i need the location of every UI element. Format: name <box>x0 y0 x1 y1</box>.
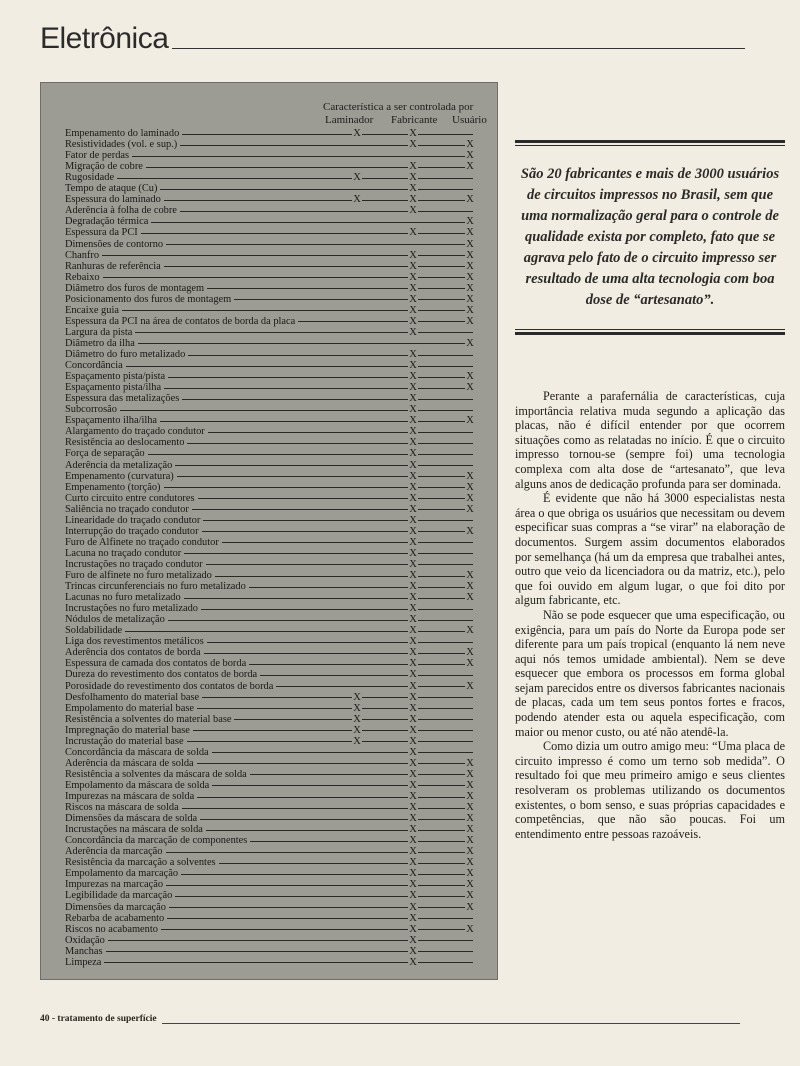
row-label: Saliência no traçado condutor <box>65 504 192 515</box>
mark-usuario: X <box>466 238 474 250</box>
quote-top-rule <box>515 140 785 143</box>
table-row <box>41 902 499 913</box>
table-row <box>41 183 499 194</box>
row-label: Concordância <box>65 360 126 371</box>
row-label: Aderência dos contatos de borda <box>65 647 204 658</box>
table-row <box>41 194 499 205</box>
mark-usuario: X <box>466 658 474 670</box>
right-column <box>515 140 785 841</box>
row-label: Espaçamento pista/ilha <box>65 382 164 393</box>
row-label: Subcorrosão <box>65 404 120 415</box>
table-row <box>41 714 499 725</box>
table-row <box>41 647 499 658</box>
table-row <box>41 957 499 968</box>
mark-fabricante: X <box>409 835 417 847</box>
mark-laminador: X <box>353 691 361 703</box>
table-row <box>41 946 499 957</box>
row-label: Empolamento da máscara de solda <box>65 780 212 791</box>
table-row <box>41 736 499 747</box>
row-label: Migração de cobre <box>65 161 146 172</box>
mark-fabricante: X <box>409 857 417 869</box>
mark-usuario: X <box>466 282 474 294</box>
row-label: Dimensões da marcação <box>65 902 169 913</box>
mark-fabricante: X <box>409 426 417 438</box>
mark-laminador: X <box>353 713 361 725</box>
mark-usuario: X <box>466 194 474 206</box>
section-title: Eletrônica <box>40 22 169 55</box>
row-label: Dureza do revestimento dos contatos de borda <box>65 669 260 680</box>
mark-fabricante: X <box>409 271 417 283</box>
mark-fabricante: X <box>409 757 417 769</box>
mark-fabricante: X <box>409 603 417 615</box>
mark-usuario: X <box>466 879 474 891</box>
row-label: Trincas circunferenciais no furo metalizado <box>65 581 249 592</box>
mark-fabricante: X <box>409 625 417 637</box>
row-label: Diâmetro da ilha <box>65 338 138 349</box>
row-label: Lacunas no furo metalizado <box>65 592 184 603</box>
table-row <box>41 415 499 426</box>
table-row <box>41 603 499 614</box>
row-label: Rebarba de acabamento <box>65 913 167 924</box>
mark-usuario: X <box>466 868 474 880</box>
row-label: Chanfro <box>65 250 102 261</box>
table-row <box>41 250 499 261</box>
mark-fabricante: X <box>409 846 417 858</box>
table-row <box>41 769 499 780</box>
table-row <box>41 327 499 338</box>
row-label: Degradação térmica <box>65 216 151 227</box>
mark-usuario: X <box>466 304 474 316</box>
row-label: Espessura do laminado <box>65 194 164 205</box>
mark-fabricante: X <box>409 879 417 891</box>
mark-laminador: X <box>353 724 361 736</box>
row-label: Riscos na máscara de solda <box>65 802 182 813</box>
row-label: Oxidação <box>65 935 108 946</box>
mark-usuario: X <box>466 890 474 902</box>
row-label: Rebaixo <box>65 272 103 283</box>
table-row <box>41 890 499 901</box>
table-row <box>41 658 499 669</box>
row-label: Força de separação <box>65 448 148 459</box>
table-header-fabricante: Fabricante <box>391 114 438 126</box>
mark-fabricante: X <box>409 315 417 327</box>
mark-usuario: X <box>466 791 474 802</box>
mark-laminador: X <box>353 194 361 206</box>
row-label: Encaixe guia <box>65 305 122 316</box>
table-row <box>41 835 499 846</box>
table-row <box>41 471 499 482</box>
row-label: Furo de alfinete no furo metalizado <box>65 570 215 581</box>
paragraph: É evidente que não há 3000 especialistas nesta área o que obriga os usuários que necessitam ou devem especificar suas compras a “se virar” na elaboração de documentos. Surgem assim documentos elaborados por semelhança (há um da empresa que trabalhei antes, outro que veio da licenciadora ou da matriz, etc.), pelo que foi ouvido em algum lugar, o que foi dito por algum fabricante, etc. <box>515 491 785 608</box>
table-row <box>41 393 499 404</box>
mark-usuario: X <box>466 492 474 504</box>
table-row <box>41 227 499 238</box>
mark-fabricante: X <box>409 658 417 670</box>
row-label: Largura da pista <box>65 327 135 338</box>
table-row <box>41 548 499 559</box>
row-label: Impurezas na marcação <box>65 879 166 890</box>
row-label: Impurezas na máscara de solda <box>65 791 197 802</box>
table-row <box>41 868 499 879</box>
mark-usuario: X <box>466 846 474 858</box>
mark-fabricante: X <box>409 393 417 405</box>
table-row <box>41 437 499 448</box>
mark-fabricante: X <box>409 702 417 714</box>
row-label: Linearidade do traçado condutor <box>65 515 203 526</box>
row-label: Resistência ao deslocamento <box>65 437 187 448</box>
table-row <box>41 239 499 250</box>
row-label: Manchas <box>65 946 106 957</box>
row-label: Diâmetro dos furos de montagem <box>65 283 207 294</box>
table-row <box>41 371 499 382</box>
row-label: Aderência da metalização <box>65 460 175 471</box>
mark-fabricante: X <box>409 735 417 747</box>
table-row <box>41 382 499 393</box>
mark-laminador: X <box>353 735 361 747</box>
mark-fabricante: X <box>409 161 417 173</box>
table-row <box>41 614 499 625</box>
table-row <box>41 404 499 415</box>
mark-fabricante: X <box>409 282 417 294</box>
table-header-usuario: Usuário <box>452 114 487 126</box>
row-label: Impregnação do material base <box>65 725 193 736</box>
mark-fabricante: X <box>409 868 417 880</box>
mark-fabricante: X <box>409 614 417 626</box>
mark-fabricante: X <box>409 304 417 316</box>
mark-usuario: X <box>466 581 474 593</box>
row-label: Alargamento do traçado condutor <box>65 426 208 437</box>
table-row <box>41 305 499 316</box>
mark-fabricante: X <box>409 349 417 360</box>
mark-fabricante: X <box>409 824 417 836</box>
mark-fabricante: X <box>409 636 417 648</box>
row-label: Empenamento do laminado <box>65 128 182 139</box>
mark-fabricante: X <box>409 470 417 482</box>
mark-usuario: X <box>466 382 474 394</box>
table-row <box>41 669 499 680</box>
table-row <box>41 216 499 227</box>
mark-fabricante: X <box>409 227 417 239</box>
mark-fabricante: X <box>409 746 417 758</box>
table-row <box>41 150 499 161</box>
row-label: Riscos no acabamento <box>65 924 161 935</box>
table-row <box>41 592 499 603</box>
mark-fabricante: X <box>409 139 417 151</box>
mark-usuario: X <box>466 901 474 913</box>
row-label: Dimensões da máscara de solda <box>65 813 200 824</box>
mark-usuario: X <box>466 470 474 482</box>
quote-bottom-rule <box>515 332 785 335</box>
table-row <box>41 913 499 924</box>
row-label: Furo de Alfinete no traçado condutor <box>65 537 222 548</box>
mark-fabricante: X <box>409 945 417 957</box>
row-label: Espessura da PCI <box>65 227 141 238</box>
mark-fabricante: X <box>409 437 417 449</box>
table-row <box>41 349 499 360</box>
mark-usuario: X <box>466 647 474 659</box>
row-label: Espaçamento ilha/ilha <box>65 415 160 426</box>
mark-usuario: X <box>466 293 474 305</box>
mark-fabricante: X <box>409 481 417 493</box>
table-row <box>41 935 499 946</box>
row-label: Concordância da marcação de componentes <box>65 835 250 846</box>
paragraph: Como dizia um outro amigo meu: “Uma placa de circuito impresso é como um terno sob medida”. O resultado foi que meu primeiro amigo e seus clientes resolveram os problemas utilizando os documentos existentes, o bom senso, e suas próprias capacidades e competências, que não são poucas. Foi um entendimento entre pessoas razoáveis. <box>515 739 785 841</box>
characteristics-table <box>40 82 498 980</box>
footer-rule <box>162 1023 740 1024</box>
mark-usuario: X <box>466 570 474 581</box>
row-label: Fator de perdas <box>65 150 132 161</box>
table-row <box>41 261 499 272</box>
mark-usuario: X <box>466 802 474 814</box>
mark-usuario: X <box>466 824 474 836</box>
mark-usuario: X <box>466 835 474 847</box>
mark-usuario: X <box>466 337 474 349</box>
mark-usuario: X <box>466 813 474 825</box>
table-row <box>41 493 499 504</box>
row-label: Porosidade do revestimento dos contatos de borda <box>65 681 276 692</box>
table-row <box>41 857 499 868</box>
mark-fabricante: X <box>409 680 417 692</box>
row-label: Espaçamento pista/pista <box>65 371 168 382</box>
mark-fabricante: X <box>409 360 417 372</box>
row-label: Empenamento (torção) <box>65 482 164 493</box>
mark-usuario: X <box>466 271 474 283</box>
page-footer: 40 - tratamento de superfície <box>40 1014 157 1024</box>
mark-fabricante: X <box>409 326 417 338</box>
table-row <box>41 813 499 824</box>
row-label: Concordância da máscara de solda <box>65 747 212 758</box>
quote-top-rule-thin <box>515 145 785 146</box>
table-row <box>41 791 499 802</box>
mark-usuario: X <box>466 371 474 383</box>
row-label: Incrustações no traçado condutor <box>65 559 206 570</box>
mark-fabricante: X <box>409 647 417 659</box>
mark-fabricante: X <box>409 581 417 593</box>
table-row <box>41 482 499 493</box>
mark-fabricante: X <box>409 293 417 305</box>
mark-fabricante: X <box>409 791 417 802</box>
table-row <box>41 636 499 647</box>
mark-usuario: X <box>466 757 474 769</box>
mark-laminador: X <box>353 172 361 184</box>
mark-fabricante: X <box>409 923 417 935</box>
mark-usuario: X <box>466 315 474 327</box>
row-label: Espessura da PCI na área de contatos de borda da placa <box>65 316 298 327</box>
table-row <box>41 283 499 294</box>
table-header-title: Característica a ser controlada por <box>323 101 474 113</box>
table-row <box>41 802 499 813</box>
mark-fabricante: X <box>409 459 417 471</box>
table-row <box>41 924 499 935</box>
table-row <box>41 460 499 471</box>
mark-fabricante: X <box>409 249 417 261</box>
table-row <box>41 272 499 283</box>
row-label: Incrustação do material base <box>65 736 187 747</box>
mark-fabricante: X <box>409 669 417 681</box>
mark-laminador: X <box>353 128 361 139</box>
table-row <box>41 139 499 150</box>
table-row <box>41 692 499 703</box>
table-row <box>41 338 499 349</box>
mark-fabricante: X <box>409 592 417 604</box>
paragraph: Não se pode esquecer que uma especificação, ou exigência, para um país do Norte da Europa pode ser diferente para um país tropical (enquanto lá nem neve aqui nós temos umidade ambiental). Nem se deve esquecer que embora os processos em forma global sejam parecidos entre os diversos fabricantes nacionais de placas, cada um tem seus pontos fortes e fracos, podendo atender esta ou aquela especificação, com maior ou menor custo, ou até não atendê-la. <box>515 607 785 739</box>
table-row <box>41 681 499 692</box>
mark-fabricante: X <box>409 404 417 416</box>
row-label: Diâmetro do furo metalizado <box>65 349 188 360</box>
row-label: Empolamento da marcação <box>65 868 181 879</box>
mark-usuario: X <box>466 625 474 637</box>
table-row <box>41 747 499 758</box>
quote-bottom-rule-thin <box>515 329 785 330</box>
row-label: Resistência a solventes da máscara de solda <box>65 769 250 780</box>
row-label: Empolamento do material base <box>65 703 197 714</box>
table-row <box>41 846 499 857</box>
table-row <box>41 360 499 371</box>
mark-usuario: X <box>466 260 474 272</box>
mark-usuario: X <box>466 249 474 261</box>
mark-usuario: X <box>466 150 474 162</box>
mark-fabricante: X <box>409 570 417 581</box>
table-row <box>41 559 499 570</box>
row-label: Soldabilidade <box>65 625 125 636</box>
row-label: Posicionamento dos furos de montagem <box>65 294 234 305</box>
table-row <box>41 205 499 216</box>
mark-usuario: X <box>466 227 474 239</box>
table-row <box>41 294 499 305</box>
row-label: Resistência da marcação a solventes <box>65 857 219 868</box>
mark-fabricante: X <box>409 371 417 383</box>
mark-fabricante: X <box>409 382 417 394</box>
row-label: Dimensões de contorno <box>65 239 166 250</box>
table-header-laminador: Laminador <box>325 114 374 126</box>
mark-fabricante: X <box>409 713 417 725</box>
row-label: Resistência a solventes do material base <box>65 714 234 725</box>
mark-laminador: X <box>353 702 361 714</box>
table-row <box>41 780 499 791</box>
table-row <box>41 570 499 581</box>
mark-usuario: X <box>466 216 474 228</box>
mark-usuario: X <box>466 923 474 935</box>
mark-fabricante: X <box>409 525 417 537</box>
table-row <box>41 758 499 769</box>
table-row <box>41 515 499 526</box>
table-row <box>41 504 499 515</box>
table-row <box>41 625 499 636</box>
mark-fabricante: X <box>409 183 417 195</box>
table-row <box>41 316 499 327</box>
row-label: Incrustações no furo metalizado <box>65 603 201 614</box>
mark-usuario: X <box>466 857 474 869</box>
mark-fabricante: X <box>409 901 417 913</box>
row-label: Empenamento (curvatura) <box>65 471 177 482</box>
mark-fabricante: X <box>409 779 417 791</box>
mark-fabricante: X <box>409 194 417 206</box>
mark-fabricante: X <box>409 558 417 570</box>
mark-usuario: X <box>466 525 474 537</box>
mark-fabricante: X <box>409 912 417 924</box>
table-row <box>41 172 499 183</box>
row-label: Aderência à folha de cobre <box>65 205 180 216</box>
mark-fabricante: X <box>409 813 417 825</box>
table-row <box>41 725 499 736</box>
mark-fabricante: X <box>409 260 417 272</box>
row-label: Espessura das metalizações <box>65 393 182 404</box>
mark-fabricante: X <box>409 415 417 427</box>
row-label: Aderência da marcação <box>65 846 166 857</box>
row-label: Interrupção do traçado condutor <box>65 526 202 537</box>
mark-fabricante: X <box>409 448 417 460</box>
row-label: Aderência da máscara de solda <box>65 758 197 769</box>
row-label: Curto circuito entre condutores <box>65 493 198 504</box>
mark-fabricante: X <box>409 547 417 559</box>
table-row <box>41 824 499 835</box>
mark-fabricante: X <box>409 172 417 184</box>
row-label: Legibilidade da marcação <box>65 890 175 901</box>
table-row <box>41 161 499 172</box>
row-label: Liga dos revestimentos metálicos <box>65 636 207 647</box>
mark-usuario: X <box>466 481 474 493</box>
row-label: Ranhuras de referência <box>65 261 164 272</box>
mark-fabricante: X <box>409 205 417 217</box>
row-label: Lacuna no traçado condutor <box>65 548 184 559</box>
mark-usuario: X <box>466 161 474 173</box>
table-row <box>41 448 499 459</box>
mark-fabricante: X <box>409 691 417 703</box>
row-label: Limpeza <box>65 957 104 968</box>
row-label: Desfolhamento do material base <box>65 692 202 703</box>
mark-usuario: X <box>466 503 474 515</box>
mark-usuario: X <box>466 139 474 151</box>
mark-usuario: X <box>466 415 474 427</box>
table-row <box>41 526 499 537</box>
mark-fabricante: X <box>409 492 417 504</box>
table-row <box>41 128 499 139</box>
mark-fabricante: X <box>409 956 417 968</box>
mark-fabricante: X <box>409 802 417 814</box>
mark-usuario: X <box>466 779 474 791</box>
table-row <box>41 537 499 548</box>
row-label: Resistividades (vol. e sup.) <box>65 139 180 150</box>
mark-fabricante: X <box>409 934 417 946</box>
table-row <box>41 703 499 714</box>
mark-fabricante: X <box>409 724 417 736</box>
mark-fabricante: X <box>409 128 417 139</box>
mark-fabricante: X <box>409 536 417 548</box>
mark-fabricante: X <box>409 514 417 526</box>
pull-quote: São 20 fabricantes e mais de 3000 usuários de circuitos impressos no Brasil, sem que uma normalização geral para o controle de qualidade exista por completo, fato que se agrava pelo fato de o circuito impresso ser resultado de uma alta tecnologia com boa dose de “artesanato”. <box>520 166 780 308</box>
row-label: Tempo de ataque (Cu) <box>65 183 160 194</box>
mark-usuario: X <box>466 592 474 604</box>
row-label: Nódulos de metalização <box>65 614 168 625</box>
mark-fabricante: X <box>409 768 417 780</box>
table-row <box>41 426 499 437</box>
mark-usuario: X <box>466 680 474 692</box>
row-label: Espessura de camada dos contatos de borda <box>65 658 249 669</box>
table-row <box>41 581 499 592</box>
table-row <box>41 879 499 890</box>
mark-fabricante: X <box>409 503 417 515</box>
mark-usuario: X <box>466 768 474 780</box>
title-rule <box>172 48 745 49</box>
paragraph: Perante a parafernália de características, cuja importância relativa muda segundo a aplicação das placas, não é difícil entender por que ocorrem situações como as relatadas no início. É que o circuito impresso tornou-se (sempre foi) uma tecnologia complexa com alta dose de “artesanato”, que leva alguns anos de dedicação profunda para ser dominada. <box>515 389 785 491</box>
row-label: Rugosidade <box>65 172 117 183</box>
mark-fabricante: X <box>409 890 417 902</box>
row-label: Incrustações na máscara de solda <box>65 824 206 835</box>
article-body <box>515 389 785 841</box>
